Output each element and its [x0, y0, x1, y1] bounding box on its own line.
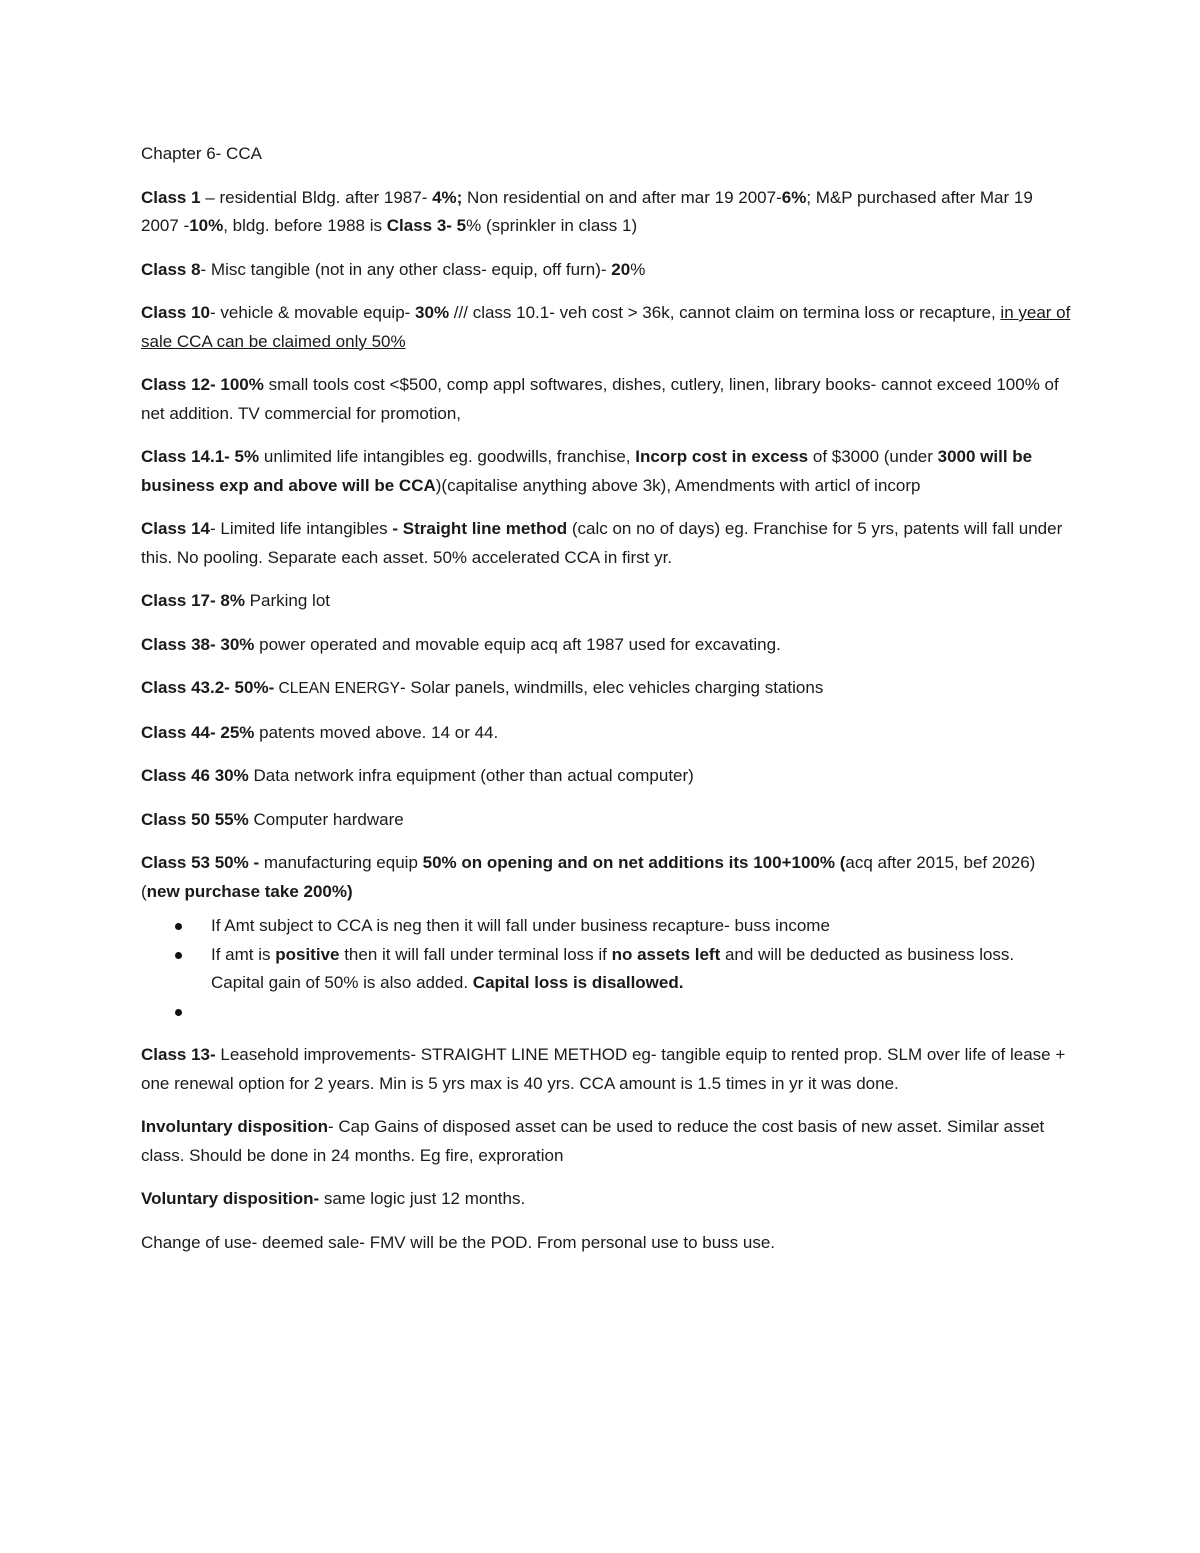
term-label: Voluntary disposition-	[141, 1189, 320, 1208]
list-item: If amt is positive then it will fall under terminal loss if no assets left and will be deducted as business loss. Capital gain of 50% is also added. Capital loss is disallowed.	[211, 941, 1071, 998]
paragraph-change-of-use: Change of use- deemed sale- FMV will be the POD. From personal use to buss use.	[141, 1232, 776, 1252]
paragraph-class-12: Class 12- 100% small tools cost <$500, comp appl softwares, dishes, cutlery, linen, library books- cannot exceed 100% of net addition. TV commercial for promotion,	[141, 375, 1059, 423]
class-label: Class 53 50% -	[141, 853, 264, 872]
class-label: Class 44- 25%	[141, 722, 255, 742]
class-label: Class 17- 8%	[141, 591, 245, 610]
term-label: Involuntary disposition	[141, 1117, 329, 1136]
paragraph-class-10: Class 10- vehicle & movable equip- 30% /// class 10.1- veh cost > 36k, cannot claim on termina loss or recapture, in year of sale CCA can be claimed only 50%	[141, 303, 1071, 351]
paragraph-class-43-2: Class 43.2- 50%- CLEAN ENERGY- Solar panels, windmills, elec vehicles charging stations	[141, 678, 824, 697]
class-label: Class 46 30%	[141, 766, 249, 785]
paragraph-class-1: Class 1 – residential Bldg. after 1987- 4%; Non residential on and after mar 19 2007-6%; M&P purchased after Mar 19 2007 -10%, bldg. before 1988 is Class 3- 5% (sprinkler in class 1)	[141, 187, 1033, 235]
document-page	[141, 140, 1071, 1272]
class-label: Class 13-	[141, 1045, 216, 1064]
paragraph-class-14: Class 14- Limited life intangibles - Straight line method (calc on no of days) eg. Franchise for 5 yrs, patents will fall under this. No pooling. Separate each asset. 50% accelerated CCA in first yr.	[141, 519, 1063, 567]
paragraph-class-14-1: Class 14.1- 5% unlimited life intangibles eg. goodwills, franchise, Incorp cost in excess of $3000 (under 3000 will be business exp and above will be CCA)(capitalise anything above 3k), Amendments with articl of incorp	[141, 447, 1033, 495]
paragraph-class-13: Class 13- Leasehold improvements- STRAIGHT LINE METHOD eg- tangible equip to rented prop. SLM over life of lease + one renewal option for 2 years. Min is 5 yrs max is 40 yrs. CCA amount is 1.5 times in yr it was done.	[141, 1045, 1066, 1093]
paragraph-class-17: Class 17- 8% Parking lot	[141, 591, 330, 610]
chapter-title: Chapter 6- CCA	[141, 144, 262, 163]
paragraph-class-44: Class 44- 25% patents moved above. 14 or 44.	[141, 722, 499, 742]
class-label: Class 14	[141, 519, 210, 538]
paragraph-class-53: Class 53 50% - manufacturing equip 50% on opening and on net additions its 100+100% (acq after 2015, bef 2026) (new purchase take 200%)	[141, 853, 1036, 901]
class-label: Class 50 55%	[141, 809, 249, 829]
paragraph-class-8: Class 8- Misc tangible (not in any other class- equip, off furn)- 20%	[141, 259, 646, 279]
list-item: If Amt subject to CCA is neg then it will fall under business recapture- buss income	[211, 912, 1071, 941]
list-item-empty	[211, 998, 1071, 1027]
paragraph-class-38: Class 38- 30% power operated and movable equip acq aft 1987 used for excavating.	[141, 634, 781, 654]
bullet-list	[141, 912, 1071, 1026]
class-label: Class 14.1- 5%	[141, 447, 260, 466]
class-label: Class 8	[141, 259, 201, 279]
class-label: Class 38- 30%	[141, 634, 255, 654]
class-label: Class 43.2- 50%-	[141, 678, 275, 697]
paragraph-class-46: Class 46 30% Data network infra equipment (other than actual computer)	[141, 766, 694, 785]
class-label: Class 1	[141, 187, 201, 207]
paragraph-class-50: Class 50 55% Computer hardware	[141, 809, 404, 829]
underlined-note: in year of sale CCA can be claimed only 50%	[141, 303, 1071, 351]
paragraph-involuntary-disposition: Involuntary disposition- Cap Gains of disposed asset can be used to reduce the cost basis of new asset. Similar asset class. Should be done in 24 months. Eg fire, exproration	[141, 1117, 1045, 1165]
class-label: Class 10	[141, 303, 210, 322]
paragraph-voluntary-disposition: Voluntary disposition- same logic just 12 months.	[141, 1189, 526, 1208]
class-label: Class 12- 100%	[141, 375, 264, 394]
